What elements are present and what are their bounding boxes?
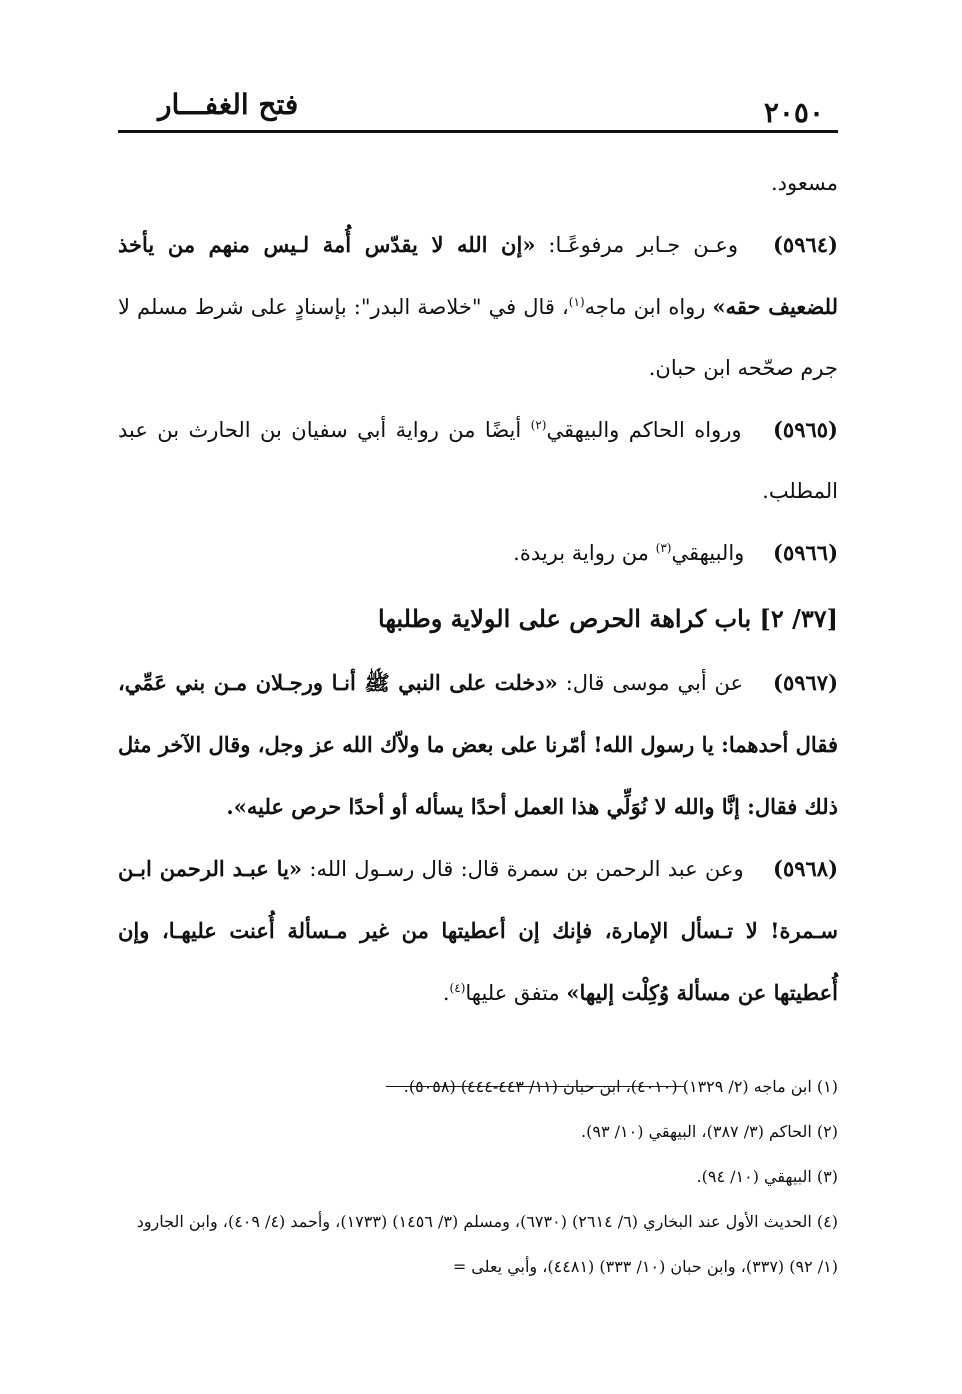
footnote-separator-area xyxy=(118,1024,838,1064)
footnote-ref[interactable]: (٤) xyxy=(449,981,466,995)
footnote-separator xyxy=(386,1086,684,1087)
hadith-5968 xyxy=(118,838,838,1024)
footnote-4: (٤) الحديث الأول عند البخاري (٦/ ٢٦١٤) (٦٧٣٠)، ومسلم (٣/ ١٤٥٦) (١٧٣٣)، وأحمد (٤/ ٤٠٩)، وابن الجارود (١/ ٩٢) (٣٣٧)، وابن حبان (١٠/ ٣٣٣) (٤٤٨١)، وأبي يعلى = xyxy=(136,1212,838,1276)
hadith-comment: ، قال في "خلاصة البدر": بإسنادٍ على شرط مسلم لا جرم صحّحه ابن حبان. xyxy=(118,295,838,380)
chapter-heading: [٣٧/ ٢] باب كراهة الحرص على الولاية وطلبها xyxy=(378,604,838,633)
document-page xyxy=(118,86,838,1289)
sentence-end: . xyxy=(442,981,450,1005)
hadith-quote: «دخلت على النبي ﷺ أنـا ورجـلان مـن بني عَمِّي، فقال أحدهما: يا رسول الله! أمّرنا على بعض ما ولاّك الله عز وجل، وقال الآخر مثل ذلك فقال: إنَّا والله لا نُوَلِّي هذا العمل أحدًا يسأله أو أحدًا حرص عليه». xyxy=(118,670,838,819)
paragraph-continuation xyxy=(118,153,838,214)
footnote-1: (١) ابن ماجه (٢/ ١٣٢٩) (٤٠١٠)، ابن حبان (١١/ ٤٤٣-٤٤٤) (٥٠٥٨). xyxy=(403,1077,838,1096)
footnotes xyxy=(118,1064,838,1289)
hadith-source: رواه ابن ماجه xyxy=(584,295,706,319)
footnote-ref[interactable]: (٢) xyxy=(530,418,547,432)
hadith-quote: «يا عبـد الرحمن ابـن سـمرة! لا تـسأل الإمارة، فإنك إن أعطيتها من غير مـسألة أُعنت عليهـا، وإن أُعطيتها عن مسألة وُكِلْت إليها» xyxy=(118,856,838,1005)
footnote-ref[interactable]: (٣) xyxy=(655,541,672,555)
page-number: ٢٠٥٠ xyxy=(763,96,824,129)
hadith-number: (٥٩٦٤) xyxy=(772,232,838,257)
hadith-text-cont: من رواية بريدة. xyxy=(513,541,649,565)
hadith-text: ورواه الحاكم والبيهقي xyxy=(546,418,742,442)
hadith-number: (٥٩٦٧) xyxy=(773,670,838,695)
footnote-2: (٢) الحاكم (٣/ ٣٨٧)، البيهقي (١٠/ ٩٣). xyxy=(581,1122,838,1141)
hadith-5966 xyxy=(118,522,838,584)
hadith-quote: «إن الله لا يقدّس أُمة لـيس منهم من يأخذ للضعيف حقه» xyxy=(118,232,838,319)
hadith-number: (٥٩٦٦) xyxy=(773,540,838,565)
footnote-ref[interactable]: (١) xyxy=(568,295,585,309)
hadith-5967 xyxy=(118,652,838,838)
hadith-intro: وعن عبد الرحمن بن سمرة قال: قال رسـول الله: xyxy=(309,857,744,881)
paragraph-text: مسعود. xyxy=(771,171,838,195)
hadith-source: متفق عليها xyxy=(465,981,560,1005)
hadith-number: (٥٩٦٨) xyxy=(773,856,839,881)
main-text xyxy=(118,153,838,1024)
hadith-text-cont: أيضًا من رواية أبي سفيان بن الحارث بن عبد المطلب. xyxy=(118,418,838,503)
running-title: فتح الغفـــار xyxy=(158,88,299,121)
hadith-5965 xyxy=(118,399,838,522)
hadith-intro: عن أبي موسى قال: xyxy=(565,671,744,695)
hadith-text: والبيهقي xyxy=(671,541,745,565)
hadith-number: (٥٩٦٥) xyxy=(772,417,838,442)
footnote-3: (٣) البيهقي (١٠/ ٩٤). xyxy=(696,1167,838,1186)
page-header xyxy=(118,86,838,133)
hadith-intro: وعـن جـابر مرفوعًـا: xyxy=(548,233,739,257)
hadith-5964 xyxy=(118,214,838,399)
